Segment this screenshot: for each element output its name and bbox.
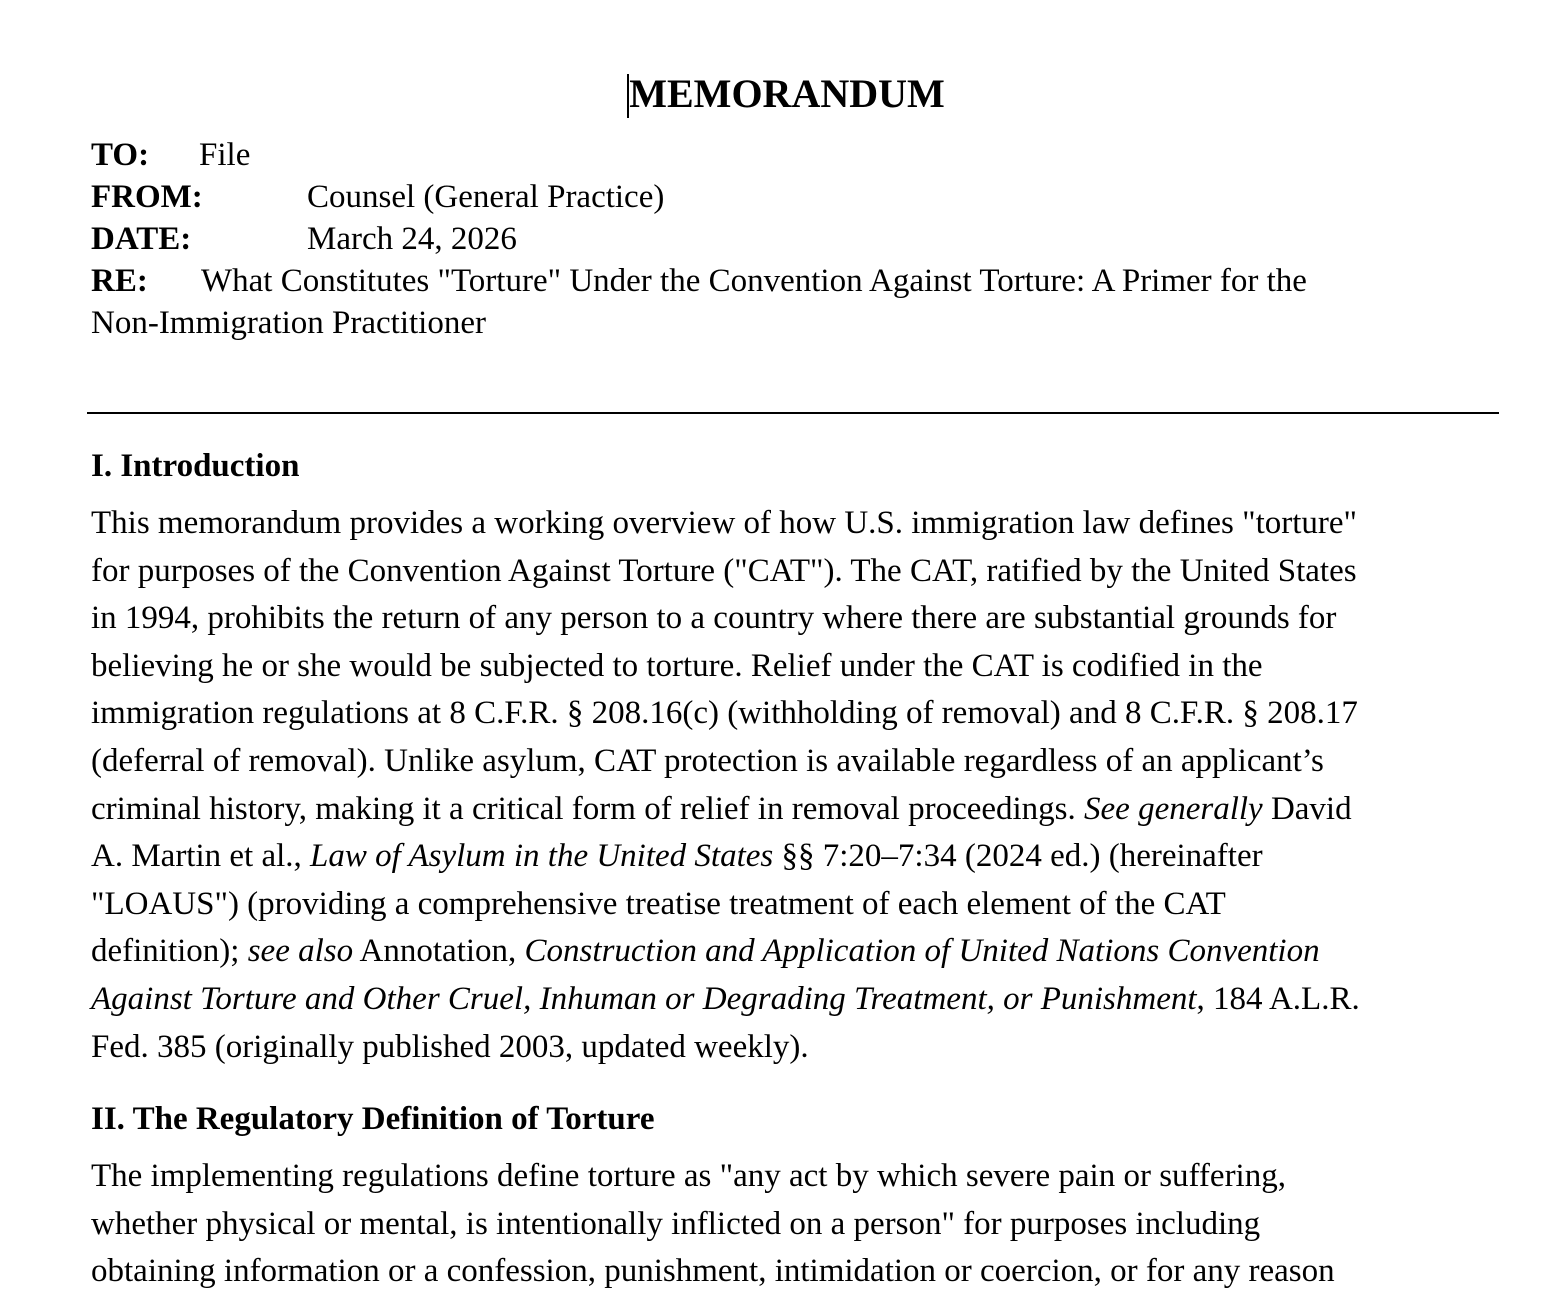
paragraph-line [91, 500, 1496, 548]
header-re-row [91, 260, 1511, 302]
italic-citation-text: See generally [1084, 790, 1263, 827]
body-text: whether physical or mental, is intentionally inflicted on a person" for purposes including [91, 1205, 1261, 1242]
section-introduction [91, 444, 1496, 1071]
paragraph-line [91, 928, 1496, 976]
body-text: criminal history, making it a critical form of relief in removal proceedings. [91, 790, 1085, 827]
header-date-row [91, 218, 1511, 260]
re-label: RE: [91, 263, 148, 299]
memo-body [91, 444, 1496, 1296]
body-text: obtaining information or a confession, punishment, intimidation or coercion, or for any reason [91, 1253, 1335, 1290]
text-cursor [627, 74, 629, 118]
body-text: in 1994, prohibits the return of any person to a country where there are substantial grounds for [91, 600, 1337, 637]
section-heading: I. Introduction [91, 448, 300, 484]
memo-title-text: MEMORANDUM [629, 71, 945, 116]
body-text: A. Martin et al., [91, 838, 311, 875]
body-text: immigration regulations at 8 C.F.R. § 208.16(c) (withholding of removal) and 8 C.F.R. § 208.17 [91, 695, 1358, 732]
paragraph-line [91, 548, 1496, 596]
memo-header [91, 134, 1511, 344]
re-value-line-1: What Constitutes "Torture" Under the Convention Against Torture: A Primer for the [201, 263, 1307, 299]
italic-citation-text: see also [247, 933, 354, 970]
paragraph-line [91, 595, 1496, 643]
date-value: March 24, 2026 [307, 221, 517, 257]
paragraph-line [91, 1248, 1496, 1296]
header-to-row [91, 134, 1511, 176]
to-value: File [199, 137, 251, 173]
to-label: TO: [91, 137, 150, 173]
paragraph-line [91, 976, 1496, 1024]
italic-citation-text: Against Torture and Other Cruel, Inhuman or Degrading Treatment, or Punishment [91, 980, 1197, 1017]
body-text: Fed. 385 (originally published 2003, updated weekly). [91, 1028, 809, 1065]
memo-title [0, 66, 1546, 122]
body-text: believing he or she would be subjected to torture. Relief under the CAT is codified in the [91, 647, 1263, 684]
from-label: FROM: [91, 179, 203, 215]
paragraph-line [91, 690, 1496, 738]
paragraph-line [91, 1153, 1496, 1201]
paragraph-line [91, 1024, 1496, 1072]
date-label: DATE: [91, 221, 192, 257]
section-paragraph [91, 1153, 1496, 1296]
header-from-row [91, 176, 1511, 218]
italic-citation-text: Law of Asylum in the United States [310, 838, 774, 875]
body-text: "LOAUS") (providing a comprehensive treatise treatment of each element of the CAT [91, 885, 1226, 922]
body-text: , 184 A.L.R. [1196, 980, 1360, 1017]
body-text: (deferral of removal). Unlike asylum, CAT protection is available regardless of an applicant’s [91, 742, 1324, 779]
paragraph-line [91, 738, 1496, 786]
paragraph-line [91, 786, 1496, 834]
body-text: The implementing regulations define torture as "any act by which severe pain or suffering, [91, 1158, 1286, 1195]
paragraph-line [91, 881, 1496, 929]
section-paragraph [91, 500, 1496, 1071]
body-text: for purposes of the Convention Against Torture ("CAT"). The CAT, ratified by the United States [91, 552, 1357, 589]
body-text: §§ 7:20–7:34 (2024 ed.) (hereinafter [773, 838, 1263, 875]
section-regulatory-definition [91, 1097, 1496, 1296]
section-heading: II. The Regulatory Definition of Torture [91, 1101, 655, 1138]
paragraph-line [91, 833, 1496, 881]
memo-title-text-container[interactable] [629, 66, 945, 122]
paragraph-line [91, 1201, 1496, 1249]
re-value-line-2: Non-Immigration Practitioner [91, 305, 486, 341]
header-re-row-continued [91, 302, 1511, 344]
body-text: David [1262, 790, 1352, 827]
body-text: This memorandum provides a working overview of how U.S. immigration law defines "torture" [91, 505, 1358, 541]
body-text: Annotation, [353, 933, 525, 970]
paragraph-line [91, 643, 1496, 691]
from-value: Counsel (General Practice) [307, 179, 665, 215]
horizontal-divider [87, 412, 1499, 414]
italic-citation-text: Construction and Application of United Nations Convention [524, 933, 1320, 970]
body-text: definition); [91, 933, 248, 970]
